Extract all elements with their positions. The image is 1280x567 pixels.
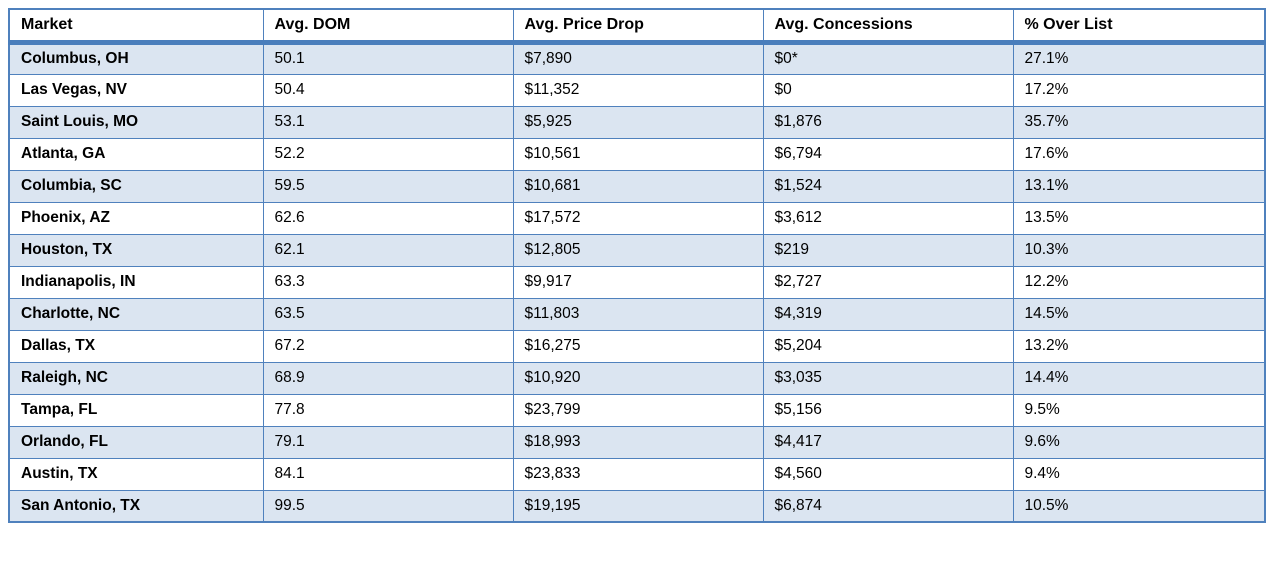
header-cell-market: Market — [9, 9, 263, 42]
header-cell-avg-price-drop: Avg. Price Drop — [513, 9, 763, 42]
market-cell: Columbus, OH — [9, 42, 263, 74]
avg-price-drop-cell: $11,352 — [513, 74, 763, 106]
header-row — [9, 9, 1265, 42]
avg-concessions-cell: $4,319 — [763, 298, 1013, 330]
market-cell: Saint Louis, MO — [9, 106, 263, 138]
market-cell: Dallas, TX — [9, 330, 263, 362]
avg-concessions-cell: $1,524 — [763, 170, 1013, 202]
table-row — [9, 74, 1265, 106]
avg-concessions-cell: $6,874 — [763, 490, 1013, 522]
avg-price-drop-cell: $10,681 — [513, 170, 763, 202]
avg-dom-cell: 50.4 — [263, 74, 513, 106]
avg-price-drop-cell: $19,195 — [513, 490, 763, 522]
table-row — [9, 458, 1265, 490]
table-row — [9, 362, 1265, 394]
avg-dom-cell: 77.8 — [263, 394, 513, 426]
pct-over-list-cell: 35.7% — [1013, 106, 1265, 138]
avg-price-drop-cell: $18,993 — [513, 426, 763, 458]
avg-dom-cell: 62.1 — [263, 234, 513, 266]
avg-price-drop-cell: $10,561 — [513, 138, 763, 170]
market-cell: Austin, TX — [9, 458, 263, 490]
avg-concessions-cell: $5,204 — [763, 330, 1013, 362]
pct-over-list-cell: 9.5% — [1013, 394, 1265, 426]
pct-over-list-cell: 9.4% — [1013, 458, 1265, 490]
pct-over-list-cell: 14.4% — [1013, 362, 1265, 394]
pct-over-list-cell: 13.2% — [1013, 330, 1265, 362]
pct-over-list-cell: 13.1% — [1013, 170, 1265, 202]
market-cell: Houston, TX — [9, 234, 263, 266]
avg-concessions-cell: $6,794 — [763, 138, 1013, 170]
pct-over-list-cell: 10.3% — [1013, 234, 1265, 266]
avg-dom-cell: 84.1 — [263, 458, 513, 490]
avg-concessions-cell: $0* — [763, 42, 1013, 74]
table-row — [9, 394, 1265, 426]
pct-over-list-cell: 9.6% — [1013, 426, 1265, 458]
avg-price-drop-cell: $23,833 — [513, 458, 763, 490]
avg-concessions-cell: $5,156 — [763, 394, 1013, 426]
avg-price-drop-cell: $17,572 — [513, 202, 763, 234]
market-cell: Raleigh, NC — [9, 362, 263, 394]
table-row — [9, 266, 1265, 298]
avg-concessions-cell: $4,560 — [763, 458, 1013, 490]
market-cell: Las Vegas, NV — [9, 74, 263, 106]
avg-dom-cell: 63.3 — [263, 266, 513, 298]
market-cell: San Antonio, TX — [9, 490, 263, 522]
avg-price-drop-cell: $23,799 — [513, 394, 763, 426]
avg-price-drop-cell: $9,917 — [513, 266, 763, 298]
market-cell: Tampa, FL — [9, 394, 263, 426]
avg-dom-cell: 53.1 — [263, 106, 513, 138]
market-cell: Phoenix, AZ — [9, 202, 263, 234]
pct-over-list-cell: 17.6% — [1013, 138, 1265, 170]
avg-concessions-cell: $3,612 — [763, 202, 1013, 234]
table-row — [9, 106, 1265, 138]
table-row — [9, 42, 1265, 74]
avg-concessions-cell: $0 — [763, 74, 1013, 106]
table-row — [9, 330, 1265, 362]
avg-price-drop-cell: $7,890 — [513, 42, 763, 74]
avg-concessions-cell: $1,876 — [763, 106, 1013, 138]
market-cell: Atlanta, GA — [9, 138, 263, 170]
avg-price-drop-cell: $11,803 — [513, 298, 763, 330]
avg-dom-cell: 50.1 — [263, 42, 513, 74]
avg-dom-cell: 79.1 — [263, 426, 513, 458]
avg-price-drop-cell: $12,805 — [513, 234, 763, 266]
pct-over-list-cell: 10.5% — [1013, 490, 1265, 522]
avg-concessions-cell: $3,035 — [763, 362, 1013, 394]
pct-over-list-cell: 13.5% — [1013, 202, 1265, 234]
market-cell: Indianapolis, IN — [9, 266, 263, 298]
avg-dom-cell: 59.5 — [263, 170, 513, 202]
avg-price-drop-cell: $5,925 — [513, 106, 763, 138]
avg-concessions-cell: $4,417 — [763, 426, 1013, 458]
pct-over-list-cell: 14.5% — [1013, 298, 1265, 330]
table-row — [9, 138, 1265, 170]
table-row — [9, 298, 1265, 330]
table-row — [9, 234, 1265, 266]
avg-price-drop-cell: $16,275 — [513, 330, 763, 362]
pct-over-list-cell: 27.1% — [1013, 42, 1265, 74]
header-cell-pct-over-list: % Over List — [1013, 9, 1265, 42]
pct-over-list-cell: 17.2% — [1013, 74, 1265, 106]
header-cell-avg-concessions: Avg. Concessions — [763, 9, 1013, 42]
avg-price-drop-cell: $10,920 — [513, 362, 763, 394]
table-body — [9, 42, 1265, 522]
header-cell-avg-dom: Avg. DOM — [263, 9, 513, 42]
table-row — [9, 426, 1265, 458]
avg-dom-cell: 63.5 — [263, 298, 513, 330]
avg-concessions-cell: $219 — [763, 234, 1013, 266]
avg-dom-cell: 67.2 — [263, 330, 513, 362]
pct-over-list-cell: 12.2% — [1013, 266, 1265, 298]
market-cell: Orlando, FL — [9, 426, 263, 458]
avg-dom-cell: 99.5 — [263, 490, 513, 522]
table-row — [9, 490, 1265, 522]
avg-dom-cell: 68.9 — [263, 362, 513, 394]
table-row — [9, 202, 1265, 234]
market-cell: Columbia, SC — [9, 170, 263, 202]
table-row — [9, 170, 1265, 202]
market-cell: Charlotte, NC — [9, 298, 263, 330]
market-stats-table — [8, 8, 1266, 523]
avg-dom-cell: 52.2 — [263, 138, 513, 170]
avg-dom-cell: 62.6 — [263, 202, 513, 234]
avg-concessions-cell: $2,727 — [763, 266, 1013, 298]
